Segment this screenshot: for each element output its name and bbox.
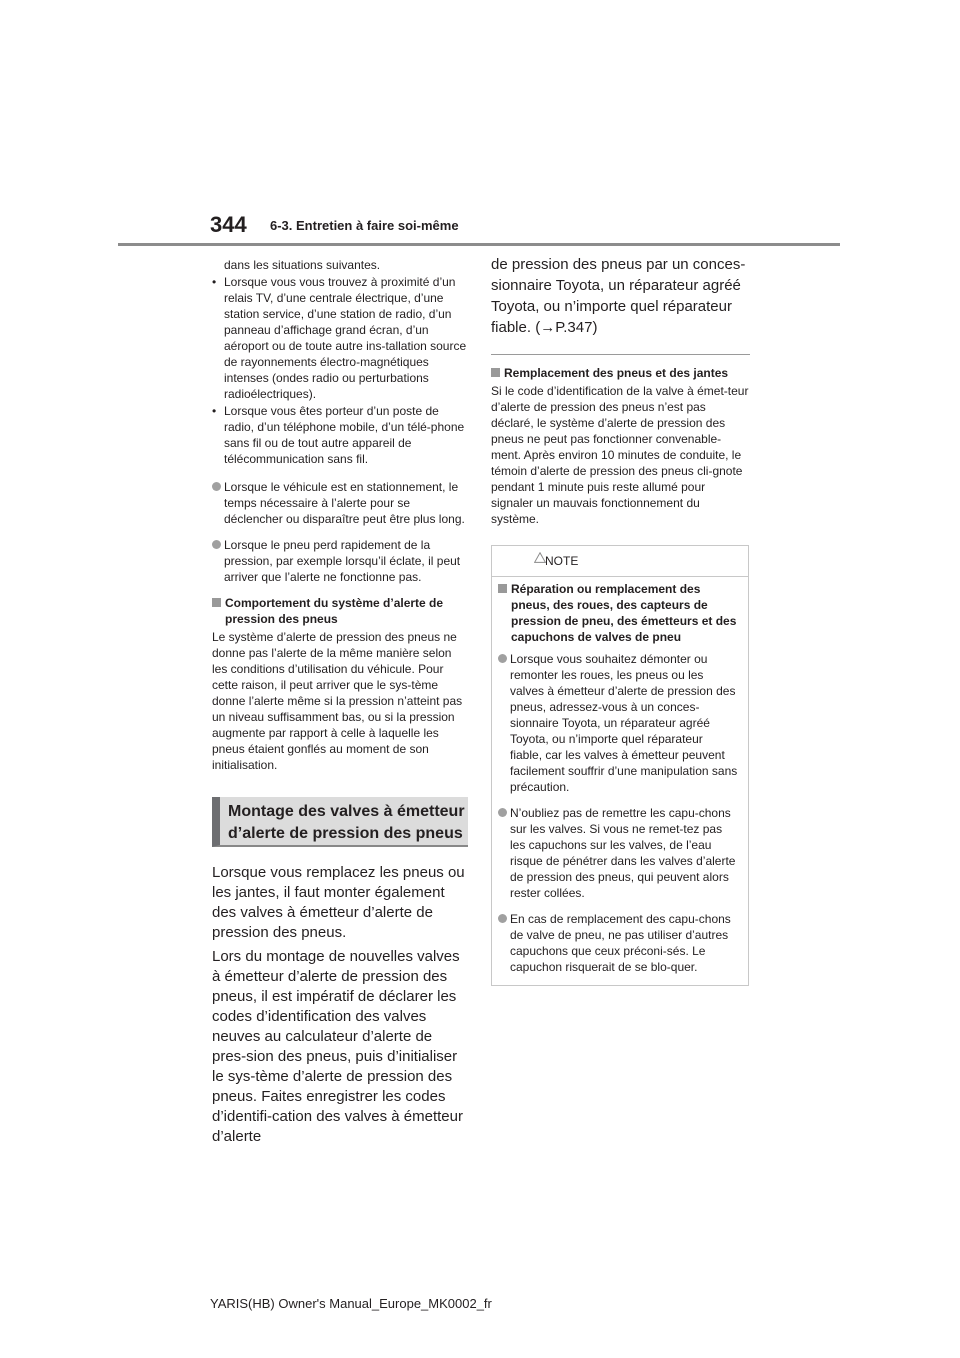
body-paragraph: Lors du montage de nouvelles valves à émetteur d’alerte de pression des pneus, il est impératif de déclarer les codes d’identification des valves neuves au calculateur d’alerte de pres-sion des pneus, puis d’initialiser le sys-tème d’alerte de pression des pneus. Faites enregistrer les codes d’identifi-cation des valves à émetteur d’alerte: [212, 948, 463, 1145]
dot-bullet-icon: [212, 540, 221, 549]
dot-bullet-icon: [498, 654, 507, 663]
square-bullet-icon: [212, 598, 221, 607]
replace-text: Si le code d’identification de la valve à émet-teur d’alerte de pression des pneus n’est pas déclaré, le système d’alerte de pression des pneus ne peut pas fonctionner convenable-ment. Après environ 10 minutes de conduite, le témoin d’alerte de pression des pneus cli-gnote pendant 1 minute puis reste allumé pour signaler un mauvais fonctionnement du système.: [491, 384, 749, 526]
bullet-item: [212, 274, 468, 402]
bullet-item: [212, 403, 468, 467]
header-rule: [118, 243, 840, 246]
square-bullet-icon: [491, 368, 500, 377]
section-title: 6-3. Entretien à faire soi-même: [270, 218, 459, 233]
dot-item: [212, 537, 468, 585]
dot-bullet-icon: [498, 914, 507, 923]
section-heading-box: [212, 797, 468, 847]
intro-text: dans les situations suivantes.: [224, 258, 381, 272]
note-item: En cas de remplacement des capu-chons de valve de pneu, ne pas utiliser d’autres capuchons que ceux préconi-sés. Le capuchon risquerait de se blo-quer.: [498, 911, 738, 975]
subsection-heading: Comportement du système d’alerte de pression des pneus: [212, 595, 468, 627]
note-body: [492, 581, 748, 975]
note-title: Réparation ou remplacement des pneus, des roues, des capteurs de pression de pneu, des émetteurs et des capuchons de valves de pneu: [498, 581, 738, 645]
divider: [491, 354, 750, 355]
bullet-mark: •: [212, 275, 217, 289]
dot-item-text: Lorsque le véhicule est en stationnement, le temps nécessaire à l’alerte pour se déclencher ou disparaître peut être plus long.: [224, 480, 465, 526]
bullet-rest: d’un relais TV, d’une centrale électrique, d’une station service, d’une station de radio, d’un panneau d’affichage grand écran, d’un aéroport ou de toute autre ins-tallation source de rayonnements électro-magnétiques intenses (ondes radio ou perturbations radioélectriques).: [224, 275, 467, 401]
bullet-rest: radio, d’un téléphone mobile, d’un télé-phone sans fil ou de tout autre appareil de télécommunication sans fil.: [224, 420, 465, 466]
behavior-text: Le système d’alerte de pression des pneus ne donne pas l’alerte de la même manière selon les conditions d’utilisation du véhicule. Pour cette raison, il peut arriver que le sys-tème donne l’alerte même si la pression n’atteint pas un niveau suffisamment bas, ou si la pression augmente par rapport à celle à laquelle les pneus étaient gonflés au moment de son initialisation.: [212, 630, 463, 772]
note-item: Lorsque vous souhaitez démonter ou remonter les roues, les pneus ou les valves à émetteur d’alerte de pression des pneus, adressez-vous à un conces-sionnaire Toyota, un réparateur agréé Toyota, ou n’importe quel réparateur fiable, car les valves à émetteur peuvent facilement souffrir d’une manipulation sans précaution.: [498, 651, 738, 795]
bullet-first-line: Lorsque vous êtes porteur d’un poste de: [224, 404, 439, 418]
footer: YARIS(HB) Owner's Manual_Europe_MK0002_fr: [210, 1296, 492, 1311]
left-column: [212, 257, 468, 1147]
bullet-mark: •: [212, 404, 217, 418]
right-column: [491, 254, 750, 986]
dot-item: [212, 479, 468, 527]
dot-item-text: Lorsque le pneu perd rapidement de la pression, par exemple lorsqu’il éclate, il peut arriver que l’alerte ne fonctionne pas.: [224, 538, 461, 584]
note-header: [492, 546, 748, 577]
body-paragraph: Lorsque vous remplacez les pneus ou les jantes, il faut monter également des valves à émetteur d’alerte de pression des pneus.: [212, 864, 465, 941]
note-item: N’oubliez pas de remettre les capu-chons sur les valves. Si vous ne remet-tez pas les capuchons sur les valves, de l’eau risque de pénétrer dans les valves d’alerte de pression des pneus, qui peuvent alors rester collées.: [498, 805, 738, 901]
square-bullet-icon: [498, 584, 507, 593]
subsection-heading: Remplacement des pneus et des jantes: [491, 365, 750, 381]
page-number: 344: [210, 212, 247, 237]
bullet-first-line: Lorsque vous vous trouvez à proximité: [224, 275, 430, 289]
dot-bullet-icon: [498, 808, 507, 817]
body-paragraph: de pression des pneus par un conces-sionnaire Toyota, un réparateur agréé Toyota, ou n’importe quel réparateur fiable. (→P.347): [491, 256, 746, 336]
dot-bullet-icon: [212, 482, 221, 491]
section-heading: Montage des valves à émetteur d’alerte de pression des pneus: [228, 803, 465, 842]
note-box: [491, 545, 749, 986]
note-label: NOTE: [545, 554, 579, 568]
